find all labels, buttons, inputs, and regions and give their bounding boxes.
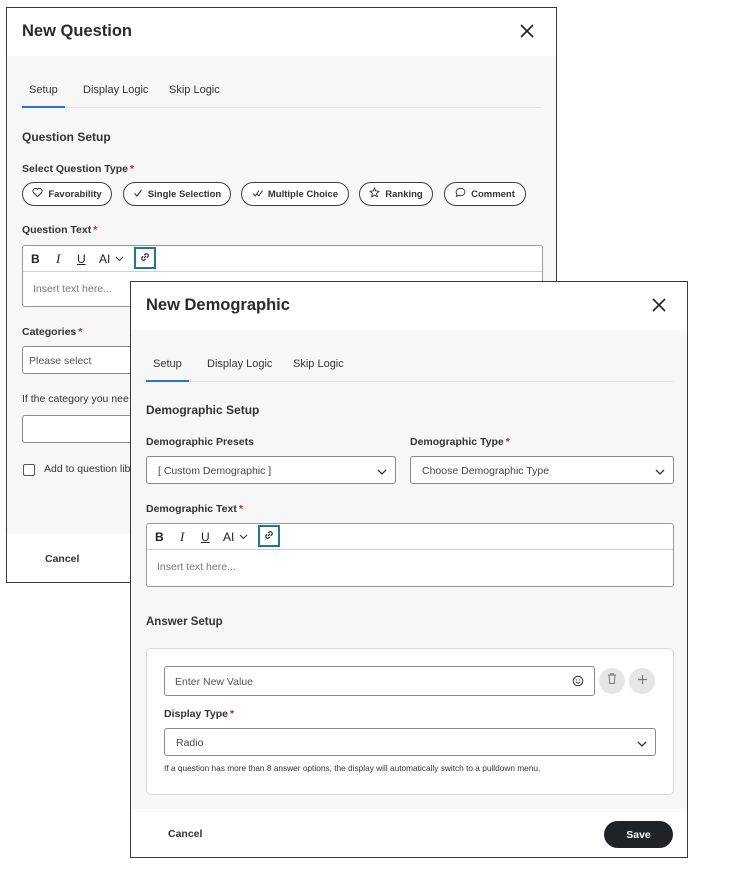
categories-label: Categories * [22, 326, 83, 338]
font-size-button[interactable]: AI [99, 250, 124, 268]
display-type-hint: If a question has more than 8 answer options, the display will automatically switch to a pulldown menu. [164, 763, 541, 773]
add-to-library-checkbox[interactable] [23, 464, 35, 476]
plus-icon [637, 672, 648, 690]
demographic-type-label: Demographic Type * [410, 436, 510, 448]
chip-ranking[interactable]: Ranking [359, 182, 433, 206]
display-type-label: Display Type * [164, 708, 235, 720]
link-button[interactable] [258, 525, 280, 547]
dialog-title: New Demographic [146, 296, 290, 314]
tab-display-logic[interactable]: Display Logic [207, 358, 273, 370]
close-icon[interactable] [650, 296, 668, 314]
delete-value-button[interactable] [599, 668, 625, 694]
category-hint: If the category you nee [22, 393, 129, 405]
underline-button[interactable]: U [201, 530, 210, 544]
italic-button[interactable]: I [56, 251, 61, 266]
question-text-label: Question Text * [22, 224, 98, 236]
dialog-title: New Question [22, 22, 133, 40]
close-icon[interactable] [518, 22, 536, 40]
link-button[interactable] [134, 247, 156, 269]
underline-button[interactable]: U [77, 252, 86, 266]
link-icon [263, 529, 275, 544]
chevron-down-icon [637, 739, 647, 751]
section-title: Demographic Setup [146, 403, 260, 417]
check-icon [133, 188, 143, 201]
tab-bar [146, 354, 673, 382]
chip-single-selection[interactable]: Single Selection [123, 182, 231, 206]
emoji-icon[interactable] [572, 675, 584, 690]
dialog-header [131, 282, 687, 330]
editor-placeholder: Insert text here... [33, 283, 112, 295]
chip-comment[interactable]: Comment [444, 182, 526, 206]
save-button[interactable]: Save [604, 821, 673, 848]
star-icon [369, 187, 380, 201]
cancel-button[interactable]: Cancel [45, 553, 80, 565]
tab-display-logic[interactable]: Display Logic [83, 84, 149, 96]
link-icon [139, 251, 151, 266]
dialog-header [7, 8, 556, 56]
add-to-library-label: Add to question lib [44, 463, 131, 475]
italic-button[interactable]: I [180, 529, 185, 544]
presets-select[interactable]: [ Custom Demographic ] [146, 456, 396, 484]
demographic-text-label: Demographic Text * [146, 503, 243, 515]
double-check-icon [252, 188, 263, 201]
new-demographic-dialog [130, 281, 688, 858]
editor-placeholder: Insert text here... [157, 561, 236, 573]
bold-button[interactable]: B [31, 252, 40, 266]
dialog-footer [131, 809, 687, 857]
tab-setup[interactable]: Setup [22, 80, 65, 108]
demographic-text-editor[interactable] [146, 523, 674, 587]
chevron-down-icon [377, 467, 387, 479]
answer-setup-panel [146, 648, 674, 795]
editor-toolbar [147, 524, 673, 550]
tab-bar [22, 80, 542, 108]
chip-favorability[interactable]: Favorability [22, 182, 112, 206]
new-value-input[interactable]: Enter New Value [164, 666, 595, 696]
font-size-button[interactable]: AI [223, 528, 248, 546]
comment-icon [455, 187, 466, 201]
categories-select[interactable]: Please select [22, 346, 162, 374]
bold-button[interactable]: B [155, 530, 164, 544]
add-value-button[interactable] [629, 668, 655, 694]
editor-toolbar [23, 246, 542, 272]
tab-skip-logic[interactable]: Skip Logic [293, 358, 344, 370]
question-type-label: Select Question Type * [22, 163, 135, 175]
chip-multiple-choice[interactable]: Multiple Choice [241, 182, 349, 206]
answer-setup-title: Answer Setup [146, 616, 223, 628]
favorability-icon [32, 187, 43, 201]
display-type-select[interactable]: Radio [164, 728, 656, 756]
cancel-button[interactable]: Cancel [168, 828, 203, 840]
demographic-type-select[interactable]: Choose Demographic Type [410, 456, 674, 484]
trash-icon [606, 672, 618, 690]
tab-setup[interactable]: Setup [146, 354, 189, 382]
chevron-down-icon [655, 467, 665, 479]
section-title: Question Setup [22, 130, 111, 144]
tab-skip-logic[interactable]: Skip Logic [169, 84, 220, 96]
presets-label: Demographic Presets [146, 436, 254, 448]
